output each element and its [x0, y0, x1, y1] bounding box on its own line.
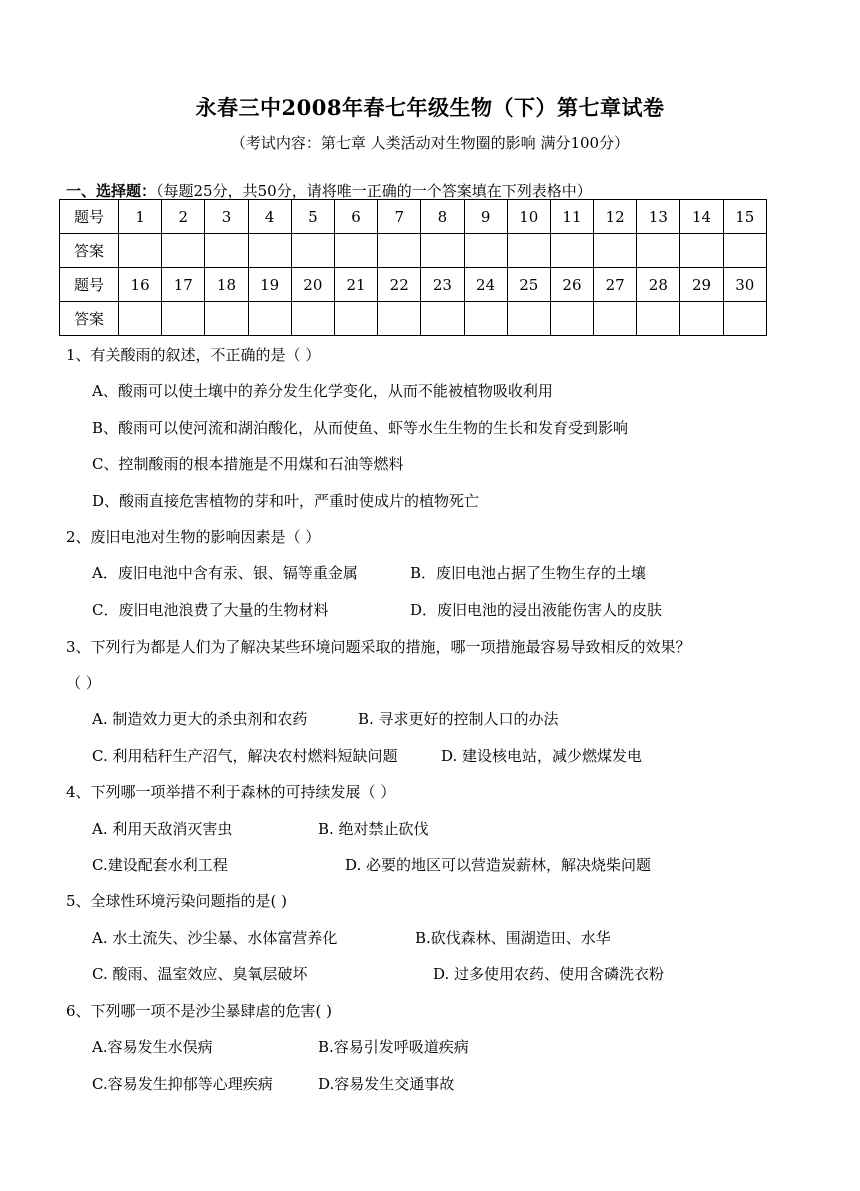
answer-cell[interactable] — [594, 234, 637, 268]
section-instructions: （每题25分，共50分，请将唯一正确的一个答案填在下列表格中） — [156, 182, 592, 200]
answer-cell[interactable] — [248, 234, 291, 268]
qno-cell: 8 — [421, 200, 464, 234]
qno-cell: 5 — [291, 200, 334, 234]
label-question-no: 题号 — [60, 268, 119, 302]
label-answer: 答案 — [60, 302, 119, 336]
answer-cell[interactable] — [637, 302, 680, 336]
qno-cell: 27 — [594, 268, 637, 302]
question-6-option-d: D.容易发生交通事故 — [318, 1075, 455, 1093]
answer-cell[interactable] — [421, 302, 464, 336]
answer-cell[interactable] — [334, 234, 377, 268]
question-1-option-d: D、酸雨直接危害植物的芽和叶，严重时使成片的植物死亡 — [92, 492, 480, 510]
exam-subtitle: （考试内容：第七章 人类活动对生物圈的影响 满分100分） — [230, 134, 630, 152]
question-2-stem: 2、废旧电池对生物的影响因素是（ ） — [66, 528, 321, 546]
question-3-blank: （ ） — [66, 674, 101, 692]
label-answer: 答案 — [60, 234, 119, 268]
qno-cell: 21 — [334, 268, 377, 302]
qno-cell: 7 — [378, 200, 421, 234]
answer-cell[interactable] — [594, 302, 637, 336]
exam-title: 永春三中2008年春七年级生物（下）第七章试卷 — [195, 95, 665, 120]
question-2-option-d: D．废旧电池的浸出液能伤害人的皮肤 — [410, 601, 663, 619]
table-row-numbers-2 — [60, 268, 767, 302]
answer-cell[interactable] — [421, 234, 464, 268]
question-4-stem: 4、下列哪一项举措不利于森林的可持续发展（ ） — [66, 783, 396, 801]
answer-cell[interactable] — [291, 234, 334, 268]
answer-cell[interactable] — [680, 234, 723, 268]
question-2-option-c: C．废旧电池浪费了大量的生物材料 — [92, 601, 329, 619]
qno-cell: 12 — [594, 200, 637, 234]
answer-table — [59, 199, 767, 336]
question-6-option-c: C.容易发生抑郁等心理疾病 — [92, 1075, 273, 1093]
question-3-stem: 3、下列行为都是人们为了解决某些环境问题采取的措施，哪一项措施最容易导致相反的效果？ — [66, 638, 691, 656]
question-1-option-b: B、酸雨可以使河流和湖泊酸化，从而使鱼、虾等水生生物的生长和发育受到影响 — [92, 419, 629, 437]
question-2-option-b: B．废旧电池占据了生物生存的土壤 — [410, 564, 647, 582]
qno-cell: 1 — [119, 200, 162, 234]
answer-cell[interactable] — [507, 302, 550, 336]
answer-cell[interactable] — [162, 302, 205, 336]
answer-cell[interactable] — [723, 234, 766, 268]
question-1-option-c: C、控制酸雨的根本措施是不用煤和石油等燃料 — [92, 455, 404, 473]
qno-cell: 24 — [464, 268, 507, 302]
question-6-option-a: A.容易发生水俣病 — [92, 1038, 213, 1056]
question-4-option-b: B. 绝对禁止砍伐 — [318, 820, 429, 838]
qno-cell: 11 — [550, 200, 593, 234]
qno-cell: 28 — [637, 268, 680, 302]
table-row-answers-2 — [60, 302, 767, 336]
answer-cell[interactable] — [378, 234, 421, 268]
answer-cell[interactable] — [162, 234, 205, 268]
qno-cell: 30 — [723, 268, 766, 302]
qno-cell: 13 — [637, 200, 680, 234]
qno-cell: 17 — [162, 268, 205, 302]
qno-cell: 16 — [119, 268, 162, 302]
answer-cell[interactable] — [119, 302, 162, 336]
qno-cell: 2 — [162, 200, 205, 234]
question-5-option-b: B.砍伐森林、围湖造田、水华 — [415, 929, 611, 947]
qno-cell: 18 — [205, 268, 248, 302]
question-3-option-d: D. 建设核电站，减少燃煤发电 — [441, 747, 643, 765]
table-row-answers-1 — [60, 234, 767, 268]
answer-cell[interactable] — [723, 302, 766, 336]
answer-cell[interactable] — [464, 234, 507, 268]
qno-cell: 25 — [507, 268, 550, 302]
qno-cell: 23 — [421, 268, 464, 302]
question-6-option-b: B.容易引发呼吸道疾病 — [318, 1038, 469, 1056]
section-title: 一、选择题： — [66, 182, 157, 200]
answer-cell[interactable] — [464, 302, 507, 336]
table-row-numbers-1 — [60, 200, 767, 234]
qno-cell: 10 — [507, 200, 550, 234]
answer-cell[interactable] — [334, 302, 377, 336]
section-heading — [66, 180, 592, 201]
answer-cell[interactable] — [507, 234, 550, 268]
qno-cell: 22 — [378, 268, 421, 302]
answer-cell[interactable] — [205, 234, 248, 268]
qno-cell: 4 — [248, 200, 291, 234]
question-5-stem: 5、全球性环境污染问题指的是( ) — [66, 892, 288, 910]
question-3-option-c: C. 利用秸秆生产沼气，解决农村燃料短缺问题 — [92, 747, 398, 765]
qno-cell: 15 — [723, 200, 766, 234]
question-5-option-c: C. 酸雨、温室效应、臭氧层破坏 — [92, 965, 308, 983]
label-question-no: 题号 — [60, 200, 119, 234]
qno-cell: 3 — [205, 200, 248, 234]
question-3-option-b: B. 寻求更好的控制人口的办法 — [358, 710, 559, 728]
question-5-option-a: A. 水土流失、沙尘暴、水体富营养化 — [92, 929, 338, 947]
qno-cell: 9 — [464, 200, 507, 234]
qno-cell: 26 — [550, 268, 593, 302]
answer-cell[interactable] — [248, 302, 291, 336]
question-3-option-a: A. 制造效力更大的杀虫剂和农药 — [92, 710, 308, 728]
answer-cell[interactable] — [550, 234, 593, 268]
answer-cell[interactable] — [550, 302, 593, 336]
qno-cell: 6 — [334, 200, 377, 234]
question-4-option-c: C.建设配套水利工程 — [92, 856, 228, 874]
answer-cell[interactable] — [637, 234, 680, 268]
answer-cell[interactable] — [378, 302, 421, 336]
question-4-option-d: D. 必要的地区可以营造炭薪林，解决烧柴问题 — [345, 856, 652, 874]
qno-cell: 20 — [291, 268, 334, 302]
qno-cell: 14 — [680, 200, 723, 234]
answer-cell[interactable] — [119, 234, 162, 268]
question-4-option-a: A. 利用天敌消灭害虫 — [92, 820, 233, 838]
question-1-stem: 1、有关酸雨的叙述，不正确的是（ ） — [66, 346, 321, 364]
question-2-option-a: A．废旧电池中含有汞、银、镉等重金属 — [92, 564, 358, 582]
question-5-option-d: D. 过多使用农药、使用含磷洗衣粉 — [433, 965, 665, 983]
qno-cell: 19 — [248, 268, 291, 302]
question-6-stem: 6、下列哪一项不是沙尘暴肆虐的危害( ) — [66, 1002, 333, 1020]
answer-cell[interactable] — [291, 302, 334, 336]
qno-cell: 29 — [680, 268, 723, 302]
answer-cell[interactable] — [205, 302, 248, 336]
question-1-option-a: A、酸雨可以使土壤中的养分发生化学变化，从而不能被植物吸收利用 — [92, 382, 553, 400]
answer-cell[interactable] — [680, 302, 723, 336]
